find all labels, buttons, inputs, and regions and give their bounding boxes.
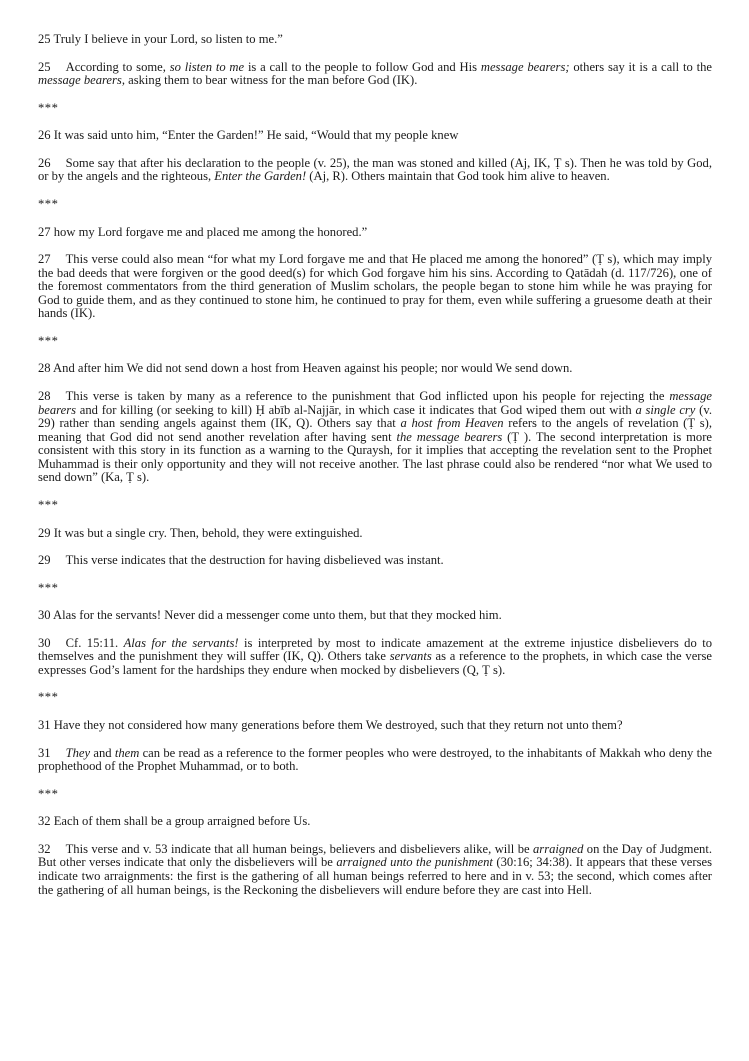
body-text: on the Day of Judgment. But other verses indicate that only the disbelievers will be (38, 841, 712, 870)
emphasized-text: arraigned (533, 841, 584, 856)
commentary-paragraph (38, 637, 712, 678)
commentary-paragraph (38, 61, 712, 88)
emphasized-text: so listen to me (169, 59, 245, 74)
emphasized-text: arraigned unto the punishment (336, 855, 493, 870)
commentary-paragraph (38, 747, 712, 774)
body-text: and (90, 745, 115, 760)
commentary-number: 27 (38, 252, 51, 267)
section-separator: *** (38, 580, 59, 595)
verse-line: 31 Have they not considered how many generations before them We destroyed, such that they return not unto them? (38, 718, 623, 733)
commentary-paragraph (38, 390, 712, 485)
emphasized-text: them (114, 745, 140, 760)
body-text: This verse is taken by many as a reference to the punishment that God inflicted upon his people for rejecting the (65, 389, 670, 404)
commentary-paragraph (38, 554, 712, 568)
commentary-paragraph (38, 253, 712, 321)
emphasized-text: Enter the Garden! (214, 169, 307, 184)
commentary-number: 28 (38, 389, 51, 404)
emphasized-text: message bearers, (38, 73, 125, 88)
section-separator: *** (38, 333, 59, 348)
section-separator: *** (38, 100, 59, 115)
commentary-paragraph (38, 843, 712, 897)
verse-line: 32 Each of them shall be a group arraigned before Us. (38, 814, 311, 829)
emphasized-text: message bearers (38, 389, 712, 417)
verse-line: 25 Truly I believe in your Lord, so listen to me.” (38, 32, 283, 46)
verse-line: 30 Alas for the servants! Never did a messenger come unto them, but that they mocked him. (38, 608, 502, 623)
verse-line: 29 It was but a single cry. Then, behold, they were extinguished. (38, 525, 363, 540)
body-text: and for killing (or seeking to kill) Ḥ abīb al-Najjār, in which case it indicates that God wiped them out with (76, 402, 636, 417)
emphasized-text: Alas for the servants! (123, 635, 239, 650)
emphasized-text: message bearers; (480, 59, 570, 74)
commentary-number: 32 (38, 841, 51, 856)
section-separator: *** (38, 497, 59, 512)
commentary-number: 31 (38, 745, 51, 760)
body-text: Cf. 15:11. (65, 635, 124, 650)
body-text: Some say that after his declaration to the people (v. 25), the man was stoned and killed (Aj, IK, Ṭ s). Then he was told by God, or by the angels and the righteous, (38, 155, 712, 184)
body-text: (Ṭ ). The second interpretation is more consistent with this story in its function as a warning to the Quraysh, for it implies that accepting the revelation sent to the Prophet Muhammad is their only opportunity and they will not receive another. The last phrase could also be rendered “nor what We used to send down” (Ka, Ṭ s). (38, 429, 712, 485)
body-text: asking them to bear witness for the man before God (IK). (124, 73, 418, 88)
body-text: (Aj, R). Others maintain that God took him alive to heaven. (306, 169, 610, 184)
emphasized-text: a single cry (635, 402, 696, 417)
body-text: is a call to the people to follow God and His (244, 59, 481, 74)
verse-line: 27 how my Lord forgave me and placed me among the honored.” (38, 224, 368, 239)
emphasized-text: servants (389, 649, 432, 664)
emphasized-text: the message bearers (396, 429, 503, 444)
verse-line: 28 And after him We did not send down a host from Heaven against his people; nor would We send down. (38, 361, 573, 376)
body-text: is interpreted by most to indicate amazement at the extreme injustice disbelievers do to themselves and the punishment they will suffer (IK, Q). Others take (38, 635, 712, 664)
body-text: This verse and v. 53 indicate that all human beings, believers and disbelievers alike, will be (65, 841, 533, 856)
document-body (38, 33, 712, 897)
body-text: refers to the angels of revelation (Ṭ s), meaning that God did not send another revelation after having sent (38, 416, 712, 444)
section-separator: *** (38, 786, 59, 801)
section-separator: *** (38, 690, 59, 705)
commentary-number: 29 (38, 553, 51, 568)
commentary-number: 25 (38, 59, 51, 74)
commentary-number: 30 (38, 635, 51, 650)
commentary-paragraph (38, 157, 712, 184)
body-text: This verse indicates that the destruction for having disbelieved was instant. (65, 553, 444, 568)
body-text: (v. 29) rather than sending angels against them (IK, Q). Others say that (38, 402, 712, 431)
emphasized-text: They (65, 745, 91, 760)
emphasized-text: a host from Heaven (400, 416, 504, 431)
body-text: can be read as a reference to the former peoples who were destroyed, to the inhabitants of Makkah who deny the prophethood of the Prophet Muhammad, or to both. (38, 745, 713, 774)
body-text: According to some, (65, 59, 170, 74)
commentary-number: 26 (38, 155, 51, 170)
body-text: This verse could also mean “for what my Lord forgave me and that He placed me among the honored” (Ṭ s), which may imply the bad deeds that were forgiven or the good deed(s) for which God forgave him his sins. According to Qatādah (d. 117/726), one of the foremost commentators from the third generation of Muslim scholars, the people began to stone him while he was praying for God to guide them, and as they continued to stone him, he continued to pray for them, even while suffering a gruesome death at their hands (IK). (38, 252, 712, 321)
body-text: as a reference to the prophets, in which case the verse expresses God’s lament for the hardships they endure when mocked by disbelievers (Q, Ṭ s). (38, 649, 712, 677)
body-text: (30:16; 34:38). It appears that these verses indicate two arraignments: the first is the gathering of all human beings referred to here and in v. 53; the second, which comes after the gathering of all human beings, is the Reckoning the disbelievers will endure before they are cast into Hell. (38, 855, 712, 897)
section-separator: *** (38, 196, 59, 211)
body-text: others say it is a call to the (569, 59, 712, 74)
verse-line: 26 It was said unto him, “Enter the Garden!” He said, “Would that my people knew (38, 128, 459, 143)
